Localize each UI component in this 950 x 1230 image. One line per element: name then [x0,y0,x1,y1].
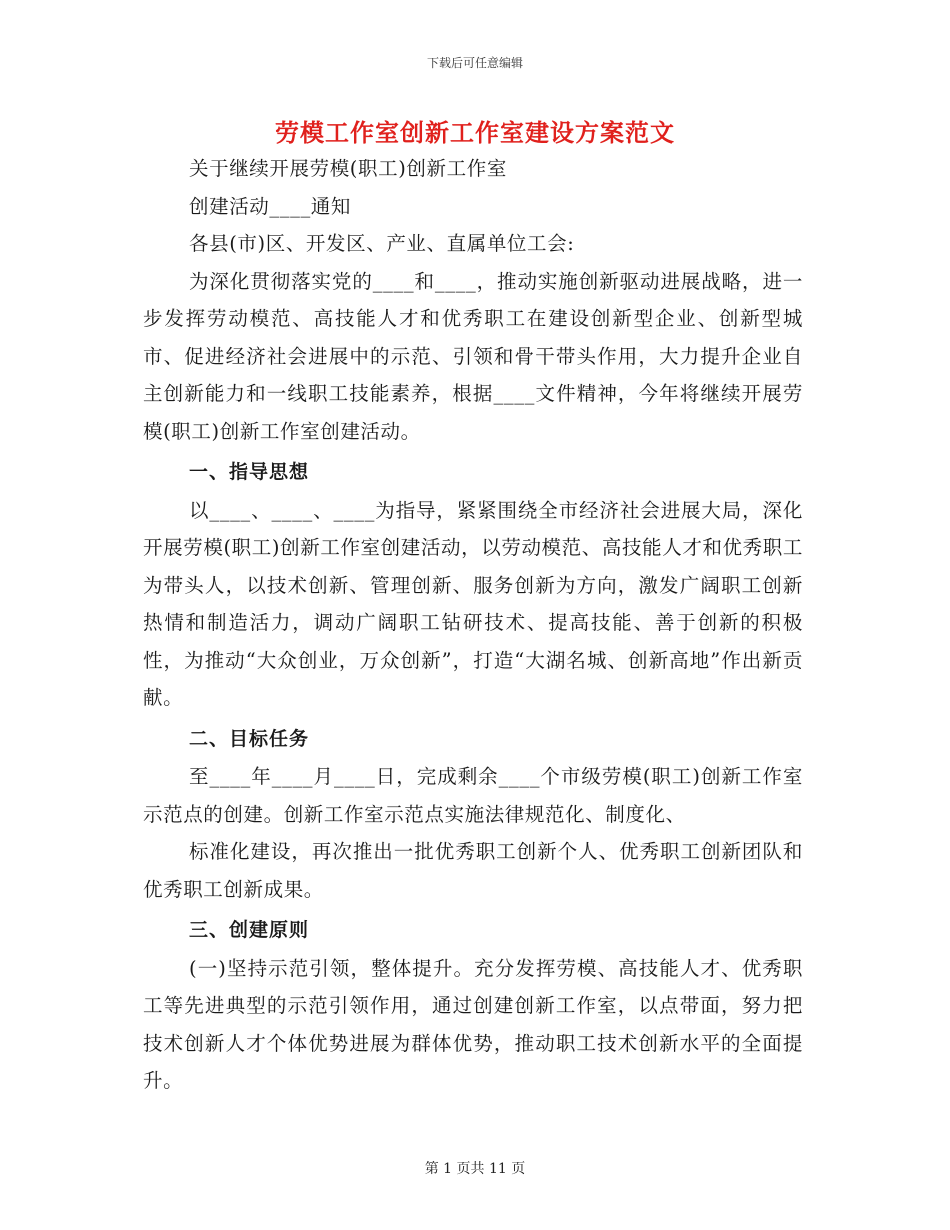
document-title: 劳模工作室创新工作室建设方案范文 [275,118,675,147]
section-heading-1: 一、指导思想 [189,461,310,483]
page-header-note: 下载后可任意编辑 [426,56,523,70]
document-body [143,150,803,1100]
paragraph-4: 标准化建设，再次推出一批优秀职工创新个人、优秀职工创新团队和优秀职工创新成果。 [143,840,803,901]
paragraph-3: 至____年____月____日，完成剩余____个市级劳模(职工)创新工作室示范点的创建。创新工作室示范点实施法律规范化、制度化、 [143,765,803,826]
section-heading-2: 二、目标任务 [189,727,310,750]
paragraph-2: 以____、____、____为指导，紧紧围绕全市经济社会进展大局，深化开展劳模(职工)创新工作室创建活动，以劳动模范、高技能人才和优秀职工为带头人，以技术创新、管理创新、服务创新为方向，激发广阔职工创新热情和制造活力，调动广阔职工钻研技术、提高技能、善于创新的积极性，为推动“大众创业，万众创新”，打造“大湖名城、创新高地”作出新贡献。 [143,498,803,709]
paragraph-5: (一)坚持示范引领，整体提升。充分发挥劳模、高技能人才、优秀职工等先进典型的示范引领作用，通过创建创新工作室，以点带面，努力把技术创新人才个体优势进展为群体优势，推动职工技术创新水平的全面提升。 [143,956,803,1092]
salutation: 各县(市)区、开发区、产业、直属单位工会: [189,232,575,255]
page-number-footer: 第 1 页共 11 页 [424,1161,526,1177]
section-heading-3: 三、创建原则 [189,919,310,941]
intro-line-1: 关于继续开展劳模(职工)创新工作室 [189,157,507,180]
intro-line-2: 创建活动____通知 [189,194,351,218]
paragraph-1: 为深化贯彻落实党的____和____，推动实施创新驱动进展战略，进一步发挥劳动模范、高技能人才和优秀职工在建设创新型企业、创新型城市、促进经济社会进展中的示范、引领和骨干带头作用，大力提升企业自主创新能力和一线职工技能素养，根据____文件精神，今年将继续开展劳模(职工)创新工作室创建活动。 [143,269,803,443]
